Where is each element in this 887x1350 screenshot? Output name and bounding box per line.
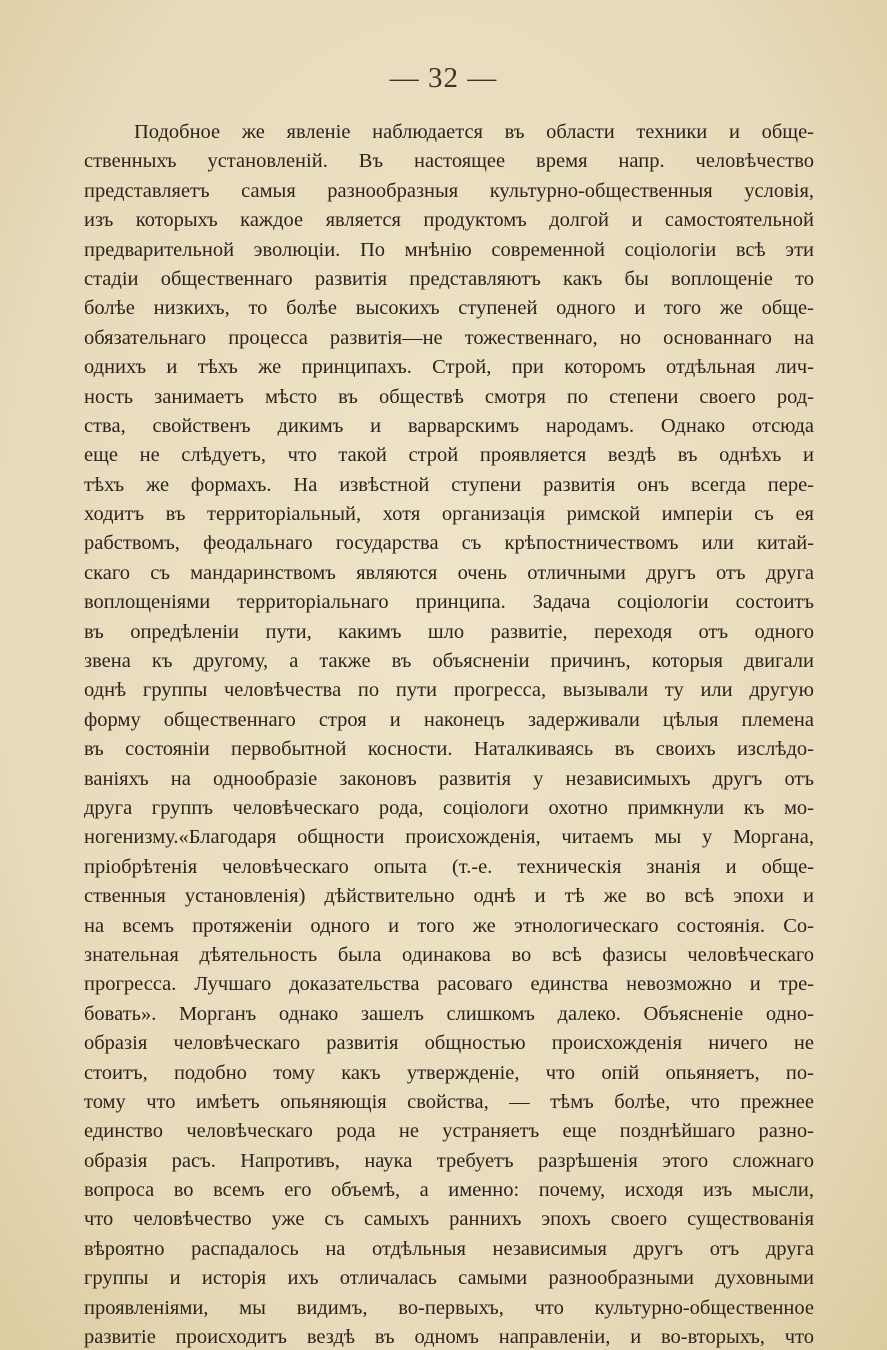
text-line: знательная дѣятельность была одинакова во всѣ фазисы человѣческаго <box>84 943 814 966</box>
text-line: группы и исторія ихъ отличалась самыми разнообразными духовными <box>84 1267 814 1290</box>
text-line: представляетъ самыя разнообразныя культурно-общественныя условія, <box>84 179 814 202</box>
text-line: ственныя установленія) дѣйствительно однѣ и тѣ же во всѣ эпохи и <box>84 885 814 908</box>
text-line: Подобное же явленіе наблюдается въ области техники и обще- <box>134 121 814 143</box>
body-text <box>84 118 814 1350</box>
text-line: вопроса во всемъ его объемѣ, а именно: почему, исходя изъ мысли, <box>84 1179 814 1202</box>
text-line: тому что имѣетъ опьяняющія свойства, — тѣмъ болѣе, что прежнее <box>84 1090 814 1113</box>
text-line: образія человѣческаго развитія общностью происхожденія ничего не <box>84 1032 814 1055</box>
text-line: вѣроятно распадалось на отдѣльныя независимыя другъ отъ друга <box>84 1237 814 1260</box>
text-line: изъ которыхъ каждое является продуктомъ долгой и самостоятельной <box>84 209 814 232</box>
text-line: звена къ другому, а также въ объясненіи причинъ, которыя двигали <box>84 650 814 673</box>
text-line: на всемъ протяженіи одного и того же этнологическаго состоянія. Со- <box>84 914 814 937</box>
text-line: рабствомъ, феодальнаго государства съ крѣпостничествомъ или китай- <box>84 532 814 555</box>
text-line: воплощеніями территоріальнаго принципа. Задача соціологіи состоитъ <box>84 591 814 614</box>
text-line: тѣхъ же формахъ. На извѣстной ступени развитія онъ всегда пере- <box>84 473 814 496</box>
text-line: въ опредѣленіи пути, какимъ шло развитіе, переходя отъ одного <box>84 620 814 643</box>
text-line: стоитъ, подобно тому какъ утвержденіе, что опій опьяняетъ, по- <box>84 1061 814 1084</box>
text-line: бовать». Морганъ однако зашелъ слишкомъ далеко. Объясненіе одно- <box>84 1002 814 1025</box>
text-line: ходитъ въ территоріальный, хотя организація римской имперіи съ ея <box>84 503 814 526</box>
text-line: болѣе низкихъ, то болѣе высокихъ ступеней одного и того же обще- <box>84 297 814 320</box>
text-line: предварительной эволюціи. По мнѣнію современной соціологіи всѣ эти <box>84 238 814 261</box>
text-line: обязательнаго процесса развитія—не тожественнаго, но основаннаго на <box>84 326 814 349</box>
text-line: скаго съ мандаринствомъ являются очень отличными другъ отъ друга <box>84 561 814 584</box>
text-line: ства, свойственъ дикимъ и варварскимъ народамъ. Однако отсюда <box>84 414 814 437</box>
text-line: образія расъ. Напротивъ, наука требуетъ разрѣшенія этого сложнаго <box>84 1149 814 1172</box>
text-line: однихъ и тѣхъ же принципахъ. Строй, при которомъ отдѣльная лич- <box>84 356 814 379</box>
text-line: прогресса. Лучшаго доказательства расоваго единства невозможно и тре- <box>84 973 814 996</box>
text-line: проявленіями, мы видимъ, во-первыхъ, что культурно-общественное <box>84 1296 814 1319</box>
text-line: ваніяхъ на однообразіе законовъ развитія у независимыхъ другъ отъ <box>84 767 814 790</box>
page-number: — 32 — <box>389 62 498 94</box>
text-line: друга группъ человѣческаго рода, соціологи охотно примкнули къ мо- <box>84 796 814 819</box>
text-line: ногенизму.«Благодаря общности происхожденія, читаемъ мы у Моргана, <box>84 826 814 849</box>
text-line: еще не слѣдуетъ, что такой строй проявляется вездѣ въ однѣхъ и <box>84 444 814 467</box>
text-line: форму общественнаго строя и наконецъ задерживали цѣлыя племена <box>84 708 814 731</box>
text-line: что человѣчество уже съ самыхъ раннихъ эпохъ своего существованія <box>84 1208 814 1231</box>
text-line: развитіе происходитъ вездѣ въ одномъ направленіи, и во-вторыхъ, что <box>84 1326 814 1349</box>
text-line: стадіи общественнаго развитія представляютъ какъ бы воплощеніе то <box>84 267 814 290</box>
text-line: единство человѣческаго рода не устраняетъ еще позднѣйшаго разно- <box>84 1120 814 1143</box>
text-line: въ состояніи первобытной косности. Наталкиваясь въ своихъ изслѣдо- <box>84 738 814 761</box>
text-line: пріобрѣтенія человѣческаго опыта (т.-е. техническія знанія и обще- <box>84 855 814 878</box>
text-line: однѣ группы человѣчества по пути прогресса, вызывали ту или другую <box>84 679 814 702</box>
text-line: ственныхъ установленій. Въ настоящее время напр. человѣчество <box>84 150 814 173</box>
text-line: ность занимаетъ мѣсто въ обществѣ смотря по степени своего род- <box>84 385 814 408</box>
